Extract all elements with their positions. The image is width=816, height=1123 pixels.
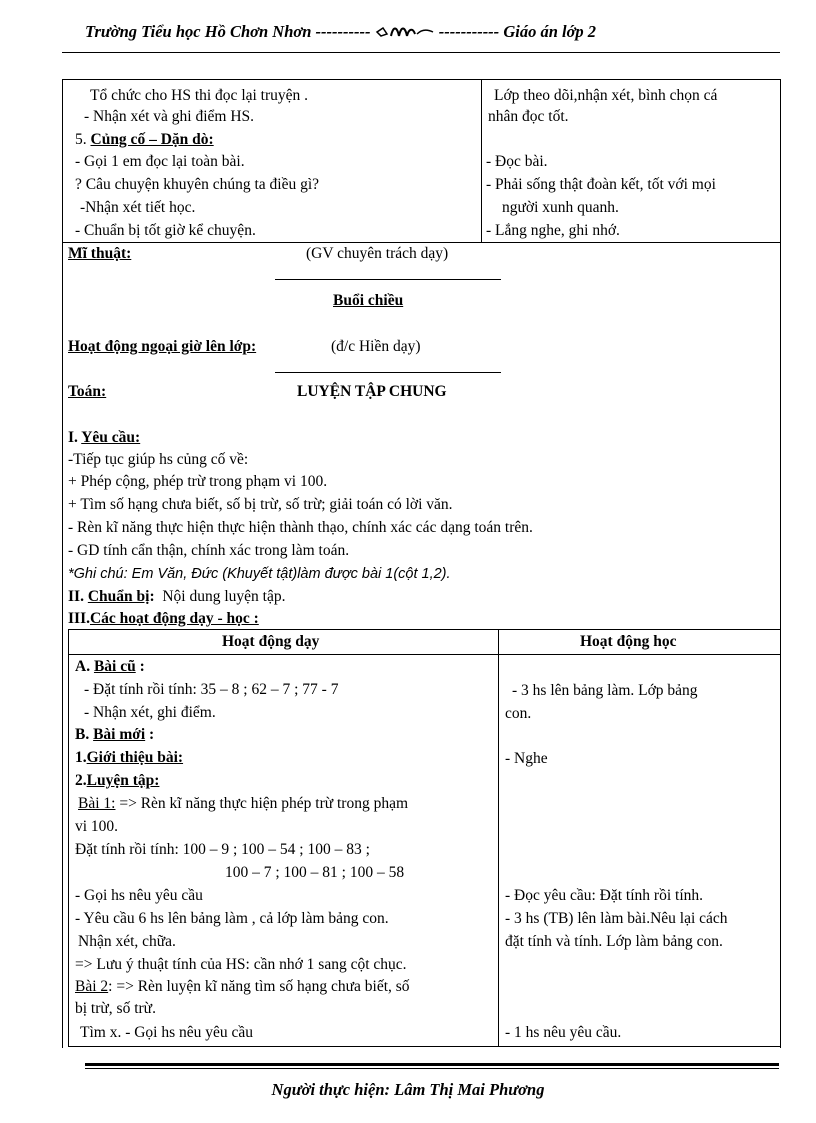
requirement-note: *Ghi chú: Em Văn, Đức (Khuyết tật)làm được bài 1(cột 1,2). [68,566,451,582]
school-name: Trường Tiểu học Hồ Chơn Nhơn [85,22,312,41]
top-left-line: - Chuẩn bị tốt giờ kể chuyện. [75,222,256,239]
teacher-line: 100 – 7 ; 100 – 81 ; 100 – 58 [225,864,405,881]
top-left-line: - Gọi 1 em đọc lại toàn bài. [75,153,245,170]
main-table-left-border [68,629,69,1047]
top-left-line: ? Câu chuyện khuyên chúng ta điều gì? [75,176,320,193]
header-dashes-right: ----------- [438,22,500,41]
teacher-line: => Lưu ý thuật tính của HS: cần nhớ 1 sang cột chục. [75,956,407,973]
header-rule [62,52,780,53]
preparation-line: II. Chuẩn bị: Nội dung luyện tập. [68,588,286,605]
lesson-plan-title: Giáo án lớp 2 [503,22,597,41]
teacher-line: - Nhận xét, ghi điểm. [84,704,216,721]
teacher-line: bị trừ, số trừ. [75,1000,156,1017]
student-line: - Nghe [505,750,548,767]
hdngll-label: Hoạt động ngoại giờ lên lớp: [68,338,257,355]
mi-thuat-label: Mĩ thuật: [68,245,132,262]
main-table-bottom [68,1046,780,1047]
col-header-teacher: Hoạt động dạy [222,633,320,650]
student-line: - Đọc yêu cầu: Đặt tính rồi tính. [505,887,704,904]
main-table-divider [498,629,499,1047]
top-left-line: Tổ chức cho HS thi đọc lại truyện . [90,87,309,104]
top-left-line: -Nhận xét tiết học. [80,199,196,216]
teacher-line: - Gọi hs nêu yêu cầu [75,887,203,904]
teacher-line: Đặt tính rồi tính: 100 – 9 ; 100 – 54 ; 100 – 83 ; [75,841,370,858]
top-table-bottom [62,242,780,243]
main-table-header-rule [68,654,780,655]
top-table-divider [481,79,482,242]
teacher-line: vi 100. [75,818,119,835]
hdngll-note: (đ/c Hiền dạy) [331,338,421,355]
student-line: con. [505,705,532,722]
teacher-line: - Yêu cầu 6 hs lên bảng làm , cả lớp làm bảng con. [75,910,389,927]
toan-label: Toán: [68,383,107,400]
section-separator [275,279,501,280]
top-right-line: - Phải sống thật đoàn kết, tốt với mọi [486,176,716,193]
requirement-line: -Tiếp tục giúp hs củng cố về: [68,451,249,468]
toan-title: LUYỆN TẬP CHUNG [297,383,447,400]
mi-thuat-note: (GV chuyên trách dạy) [306,245,449,262]
teacher-line: Nhận xét, chữa. [78,933,176,950]
student-line: đặt tính và tính. Lớp làm bảng con. [505,933,723,950]
top-left-line: - Nhận xét và ghi điểm HS. [84,108,255,125]
top-right-line: Lớp theo dõi,nhận xét, bình chọn cá [494,87,718,104]
student-line: - 1 hs nêu yêu cầu. [505,1024,622,1041]
bai-2-line: Bài 2: => Rèn luyện kĩ năng tìm số hạng chưa biết, số [75,978,410,995]
teacher-line: Tìm x. - Gọi hs nêu yêu cầu [80,1024,254,1041]
gioi-thieu-heading: 1.Giới thiệu bài: [75,749,184,766]
cung-co-heading: 5. Củng cố – Dặn dò: [75,131,214,148]
bai-moi-heading: B. Bài mới : [75,726,155,743]
requirement-line: + Tìm số hạng chưa biết, số bị trừ, số trừ; giải toán có lời văn. [68,496,453,513]
ornament-icon [375,22,435,40]
footer-rule-thick [85,1063,779,1066]
teacher-line: - Đặt tính rồi tính: 35 – 8 ; 62 – 7 ; 77 - 7 [84,681,339,698]
requirement-line: + Phép cộng, phép trừ trong phạm vi 100. [68,473,328,490]
footer-rule-thin [85,1068,779,1069]
bai-cu-heading: A. Bài cũ : [75,658,145,675]
top-right-line: - Đọc bài. [486,153,548,170]
bai-1-line: Bài 1: => Rèn kĩ năng thực hiện phép trừ trong phạm [78,795,409,812]
page-header [85,22,745,42]
requirement-line: - Rèn kĩ năng thực hiện thực hiện thành thạo, chính xác các dạng toán trên. [68,519,533,536]
col-header-student: Hoạt động học [580,633,677,650]
top-right-line: - Lắng nghe, ghi nhớ. [486,222,620,239]
requirement-line: - GD tính cẩn thận, chính xác trong làm toán. [68,542,350,559]
section-separator [275,372,501,373]
buoi-chieu-heading: Buổi chiều [333,292,404,309]
student-line: - 3 hs lên bảng làm. Lớp bảng [512,682,698,699]
student-line: - 3 hs (TB) lên làm bài.Nêu lại cách [505,910,728,927]
header-dashes-left: ---------- [315,22,371,41]
top-right-line: nhân đọc tốt. [488,108,569,125]
requirements-heading: I. Yêu cầu: [68,429,141,446]
top-right-line: người xunh quanh. [502,199,619,216]
activities-heading: III.Các hoạt động dạy - học : [68,610,259,627]
luyen-tap-heading: 2.Luyện tập: [75,772,160,789]
main-table-top [68,629,780,630]
author-footer: Người thực hiện: Lâm Thị Mai Phương [271,1080,545,1099]
